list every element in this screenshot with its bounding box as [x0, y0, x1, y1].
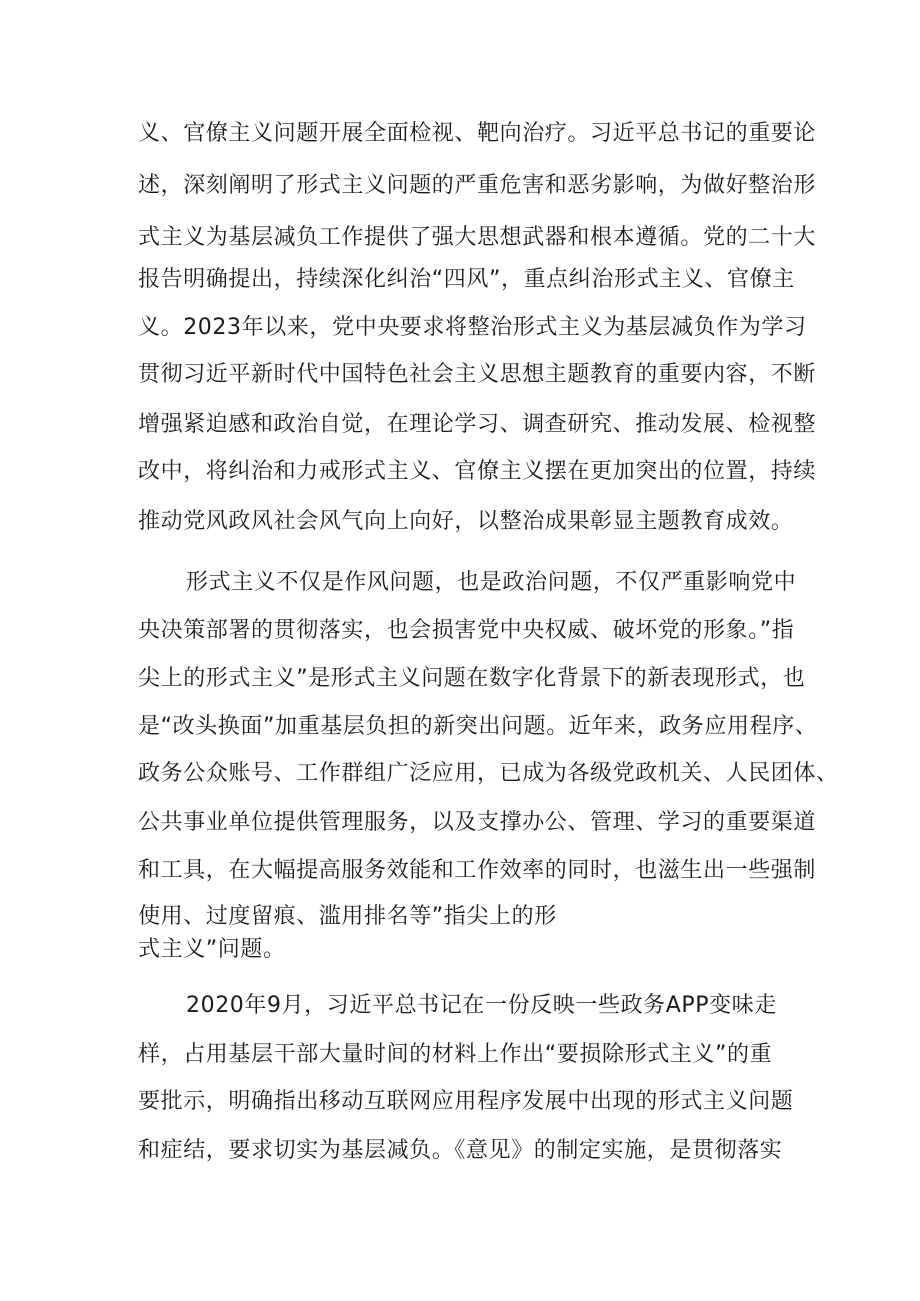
text-line: 和症结，要求切实为基层减负。《意见》的制定实施，是贯彻落实 [138, 1138, 783, 1163]
text-line: 述，深刻阐明了形式主义问题的严重危害和恶劣影响，为做好整治形 [138, 173, 817, 198]
text-line: 央决策部署的贯彻落实，也会损害党中央权威、破坏党的形象。”指 [138, 618, 795, 643]
text-line: 义、官僚主义问题开展全面检视、靶向治疗。习近平总书记的重要论 [138, 121, 817, 146]
text-line: 和工具，在大幅提高服务效能和工作效率的同时，也滋生出一些强制 [138, 858, 817, 883]
text-line: 尖上的形式主义”是形式主义问题在数字化背景下的新表现形式，也 [138, 666, 806, 691]
text-line: 形式主义不仅是作风问题，也是政治问题，不仅严重影响党中 [186, 570, 797, 595]
text-line: 报告明确提出，持续深化纠治“四风”，重点纠治形式主义、官僚主 [138, 267, 795, 292]
text-line: 使用、过度留痕、滥用排名等”指尖上的形 [138, 904, 557, 929]
text-line: 改中，将纠治和力戒形式主义、官僚主义摆在更加突出的位置，持续 [138, 459, 817, 484]
text-line: 推动党风政风社会风气向上向好，以整治成果彰显主题教育成效。 [138, 509, 794, 534]
text-line: 政务公众账号、工作群组广泛应用，已成为各级党政机关、人民团体、 [138, 761, 839, 786]
text-line: 式主义为基层减负工作提供了强大思想武器和根本遵循。党的二十大 [138, 225, 817, 250]
text-line: 要批示，明确指出移动互联网应用程序发展中出现的形式主义问题 [138, 1089, 794, 1114]
text-line: 是“改头换面”加重基层负担的新突出问题。近年来，政务应用程序、 [138, 714, 818, 739]
text-line: 式主义”问题。 [138, 937, 286, 962]
text-line: 样，占用基层干部大量时间的材料上作出“要损除形式主义”的重 [138, 1042, 773, 1067]
text-line: 贯彻习近平新时代中国特色社会主义思想主题教育的重要内容，不断 [138, 362, 817, 387]
text-line: 公共事业单位提供管理服务，以及支撑办公、管理、学习的重要渠道 [138, 810, 817, 835]
text-line: 增强紧迫感和政治自觉，在理论学习、调查研究、推动发展、检视整 [138, 412, 817, 437]
text-line: 义。2023年以来，党中央要求将整治形式主义为基层减负作为学习 [138, 315, 807, 340]
text-line: 2020年9月，习近平总书记在一份反映一些政务APP变味走 [186, 993, 777, 1018]
